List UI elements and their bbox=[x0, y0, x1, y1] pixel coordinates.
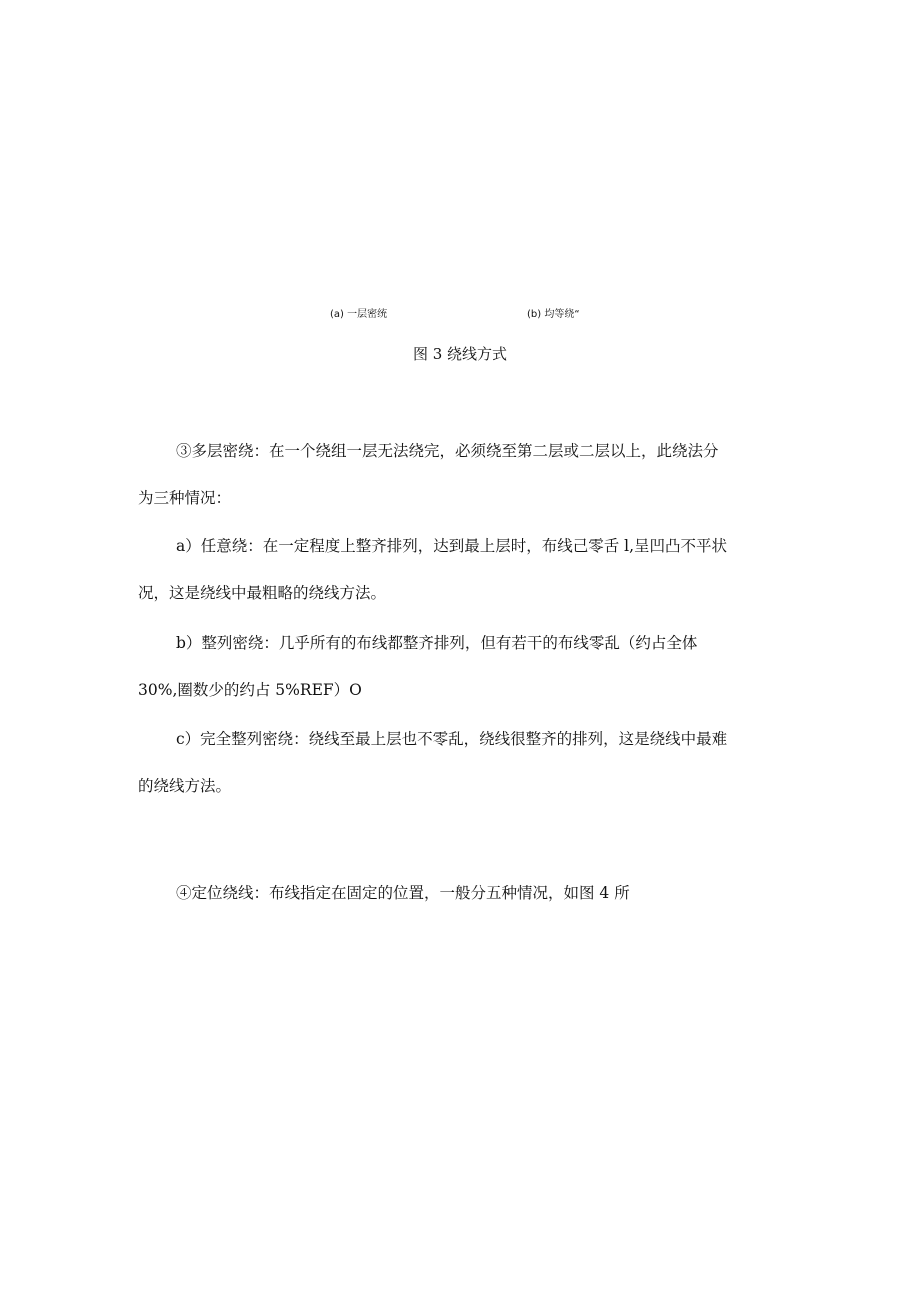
paragraph-positioning-line1: ④定位绕线：布线指定在固定的位置，一般分五种情况，如图 4 所 bbox=[176, 884, 630, 902]
paragraph-b-line1: b）整列密绕：几乎所有的布线都整齐排列，但有若干的布线零乱（约占全体 bbox=[176, 634, 698, 652]
paragraph-multilayer-line2: 为三种情况： bbox=[138, 489, 232, 507]
paragraph-c-line1: c）完全整列密绕：绕线至最上层也不零乱，绕线很整齐的排列，这是绕线中最难 bbox=[176, 730, 728, 748]
paragraph-a-line1: a）任意绕：在一定程度上整齐排列，达到最上层时，布线己零舌 l,呈凹凸不平状 bbox=[176, 537, 728, 555]
figure-caption: 图 3 绕线方式 bbox=[412, 345, 508, 363]
paragraph-b-line2: 30%,圈数少的约占 5%REF）O bbox=[138, 681, 362, 699]
subfigure-caption-a: (a) 一层密统 bbox=[330, 309, 388, 320]
paragraph-multilayer-line1: ③多层密绕：在一个绕组一层无法绕完，必须绕至第二层或二层以上，此绕法分 bbox=[176, 442, 719, 460]
subfigure-caption-b: (b) 均等绕“ bbox=[527, 309, 580, 320]
paragraph-a-line2: 况，这是绕线中最粗略的绕线方法。 bbox=[138, 584, 387, 602]
paragraph-c-line2: 的绕线方法。 bbox=[138, 777, 232, 795]
